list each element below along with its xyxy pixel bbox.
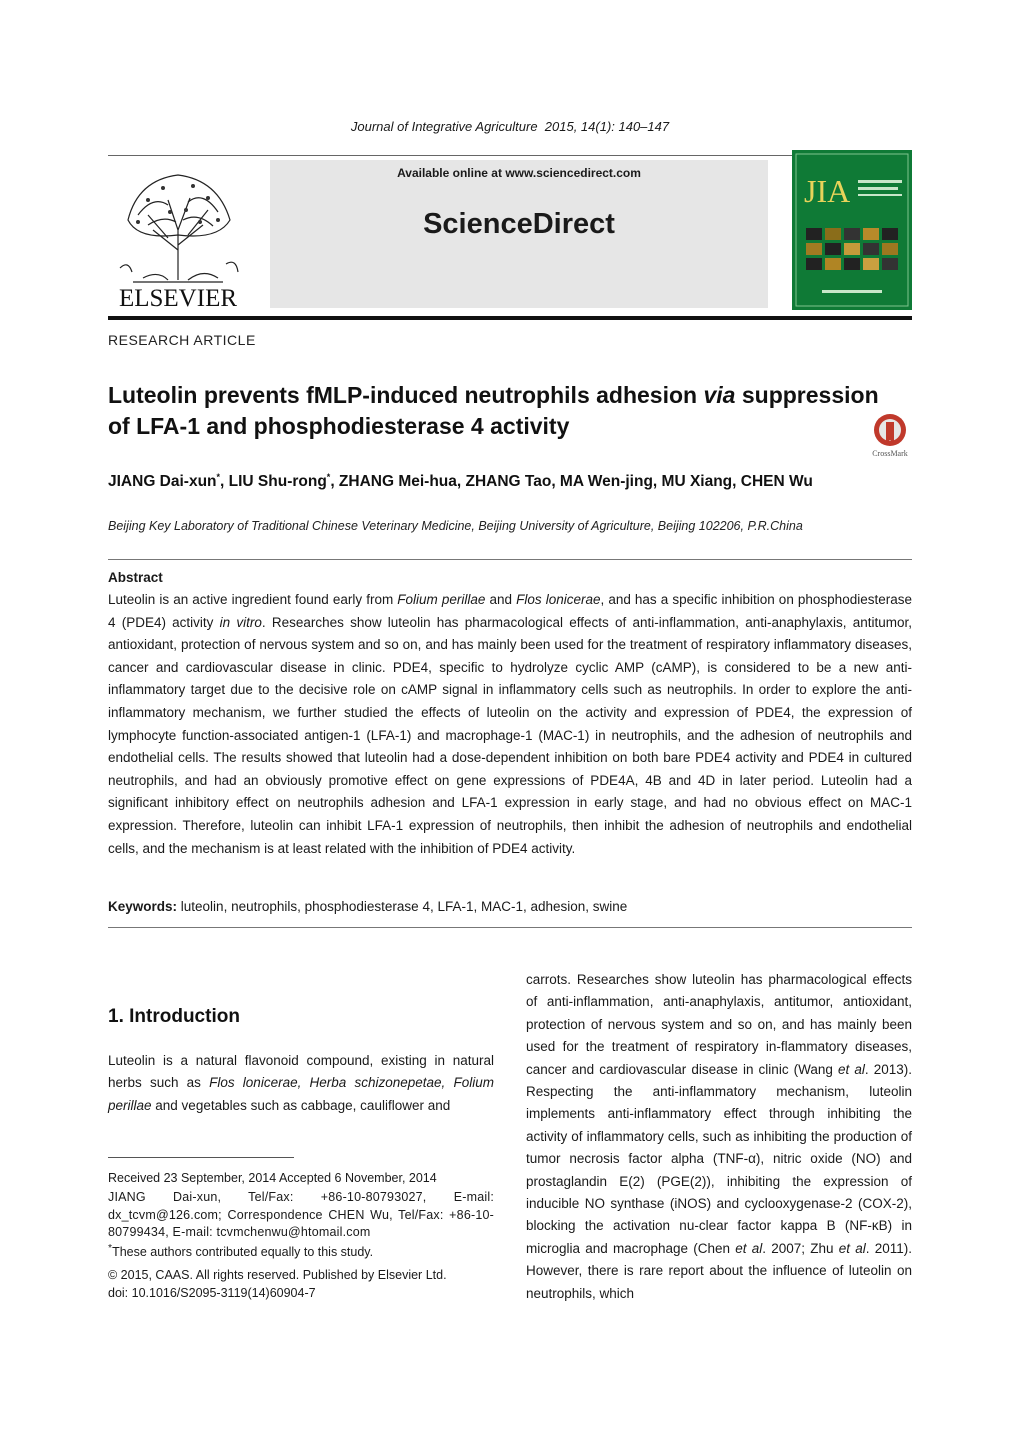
available-online-text[interactable]: Available online at www.sciencedirect.com [397, 166, 641, 180]
crossmark-icon [866, 412, 914, 458]
title-line1-b: suppression [735, 382, 879, 408]
abstract-heading: Abstract [108, 570, 163, 585]
intro-right-etal-3: et al [838, 1240, 866, 1256]
abstract-italic-2: Flos lonicerae [516, 592, 601, 607]
cover-jia-text: JIA [804, 173, 851, 209]
author-1-mark: * [216, 472, 221, 482]
author-list [108, 472, 920, 491]
author-rest: , ZHANG Mei-hua, ZHANG Tao, MA Wen-jing, MU Xiang, CHEN Wu [330, 473, 813, 491]
footnote-contact: JIANG Dai-xun, Tel/Fax: +86-10-80793027, E-mail: dx_tcvm@126.com; Correspondence CHEN Wu, Tel/Fax: +86-10-80799434, E-mail: tcvmchenwu@htomail.com [108, 1190, 494, 1239]
article-type: RESEARCH ARTICLE [108, 332, 256, 348]
author-1: JIANG Dai-xun [108, 473, 217, 491]
author-2-mark: * [326, 472, 331, 482]
intro-left-text-a: Luteolin is a natural flavonoid compound, existing in natural herbs such as [108, 1053, 494, 1091]
abstract-text-3: , and has a specific inhibition on phosphodiesterase 4 (PDE4) activity [108, 592, 912, 630]
header-thick-rule [108, 316, 912, 320]
abstract-bottom-rule [108, 927, 912, 928]
abstract-italic-1: Folium perillae [397, 592, 486, 607]
sciencedirect-banner [270, 160, 768, 308]
abstract-italic-3: in vitro [219, 614, 262, 630]
elsevier-logo [108, 160, 248, 310]
keywords-text: luteolin, neutrophils, phosphodiesterase 4, LFA-1, MAC-1, adhesion, swine [177, 899, 628, 914]
keywords [108, 899, 912, 914]
footnote-received: Received 23 September, 2014 Accepted 6 November, 2014 [108, 1171, 437, 1185]
journal-citation [0, 119, 1020, 134]
article-title [108, 380, 920, 442]
intro-right-text-d: . 2011). However, there is rare report about the influence of luteolin on neutrophils, which [526, 1240, 912, 1301]
keywords-label: Keywords: [108, 899, 178, 914]
intro-right-text-a: carrots. Researches show luteolin has pharmacological effects of anti-inflammation, anti-anaphylaxis, antitumor, antioxidant, protection of nervous system and so on, and has mainly been used for the treatment of respiratory in-flammatory diseases, cancer and cardiovascular disease in clinic (Wang [526, 972, 912, 1077]
journal-volume: 2015, 14(1): 140–147 [544, 119, 670, 134]
title-via: via [703, 382, 736, 408]
title-line1-a: Luteolin prevents fMLP-induced neutrophils adhesion [108, 382, 704, 408]
abstract-text-4: . Researches show luteolin has pharmacological effects of anti-inflammation, anti-anaphylaxis, antitumor, antioxidant, protection of nervous system and so on, and has mainly been used for the treatment of respiratory inflammatory diseases, cancer and cardiovascular disease in clinic. PDE4, specific to hydrolyze cyclic AMP (cAMP), is considered to be a new anti-inflammatory target due to the decisive role on cAMP signal in inflammatory cells such as neutrophils. In order to explore the anti-inflammatory mechanism, we further studied the effects of luteolin on the activity and expression of PDE4, the expression of lymphocyte function-associated antigen-1 (LFA-1) and macrophage-1 (MAC-1) in neutrophils, and the adhesion of neutrophils and endothelial cells. The results showed that luteolin had a dose-dependent inhibition on both bare PDE4 activity and PDE4 in cultured neutrophils, and had an obviously promotive effect on gene expressions of PDE4A, 4B and 4D in later period. Luteolin had a significant inhibitory effect on neutrophils adhesion and LFA-1 expression in early stage, and had no obvious effect on MAC-1 expression. Therefore, luteolin can inhibit LFA-1 expression of neutrophils, then inhibit the adhesion of neutrophils and endothelial cells, and the mechanism is at least related with the inhibition of PDE4 activity. [108, 614, 913, 856]
sciencedirect-title: ScienceDirect [423, 208, 615, 240]
intro-right-etal-2: et al [735, 1240, 763, 1256]
footnote-doi[interactable]: doi: 10.1016/S2095-3119(14)60904-7 [108, 1286, 316, 1300]
abstract-text-2: and [485, 592, 517, 607]
footnote-rule [108, 1157, 294, 1158]
journal-cover [792, 150, 912, 310]
intro-right-etal-1: et al [838, 1061, 865, 1077]
footnote-equal-text: These authors contributed equally to this study. [112, 1245, 374, 1260]
footnote-equal [108, 1240, 494, 1262]
elsevier-tree-icon [108, 160, 248, 310]
title-line2: of LFA-1 and phosphodiesterase 4 activity [108, 413, 570, 439]
intro-right-text-b: . 2013). Respecting the anti-inflammatory mechanism, luteolin implements anti-inflammatory effect through inhibiting the activity of inflammatory cells, such as inhibiting the production of tumor necrosis factor alpha (TNF-α), nitric oxide (NO) and prostaglandin E(2) (PGE(2)), inhibiting the expression of inducible NO synthase (iNOS) and cyclooxygenase-2 (COX-2), blocking the activation nu-clear factor kappa B (NF-κB) in microglia and macrophage (Chen [526, 1061, 912, 1256]
journal-cover-image [792, 150, 912, 310]
section-heading-introduction: 1. Introduction [108, 1006, 240, 1027]
crossmark-badge[interactable] [866, 412, 914, 458]
intro-right-paragraph [526, 969, 912, 1305]
author-2: , LIU Shu-rong [220, 473, 327, 491]
elsevier-wordmark: ELSEVIER [118, 285, 238, 310]
abstract-body [108, 589, 912, 860]
footnote-equal-mark: * [108, 1243, 113, 1254]
abstract-text-1: Luteolin is an active ingredient found early from [108, 592, 398, 607]
affiliation: Beijing Key Laboratory of Traditional Chinese Veterinary Medicine, Beijing University of Agriculture, Beijing 102206, P.R.China [108, 519, 803, 533]
footnote-copyright: © 2015, CAAS. All rights reserved. Published by Elsevier Ltd. [108, 1268, 447, 1282]
journal-name: Journal of Integrative Agriculture [350, 119, 538, 134]
intro-left-paragraph [108, 1050, 494, 1117]
intro-left-text-b: and vegetables such as cabbage, cauliflower and [151, 1097, 451, 1113]
abstract-top-rule [108, 559, 912, 560]
crossmark-label: CrossMark [872, 449, 908, 458]
intro-right-text-c: . 2007; Zhu [762, 1240, 839, 1256]
intro-left-italic: Flos lonicerae, Herba schizonepetae, Folium perillae [108, 1075, 494, 1113]
